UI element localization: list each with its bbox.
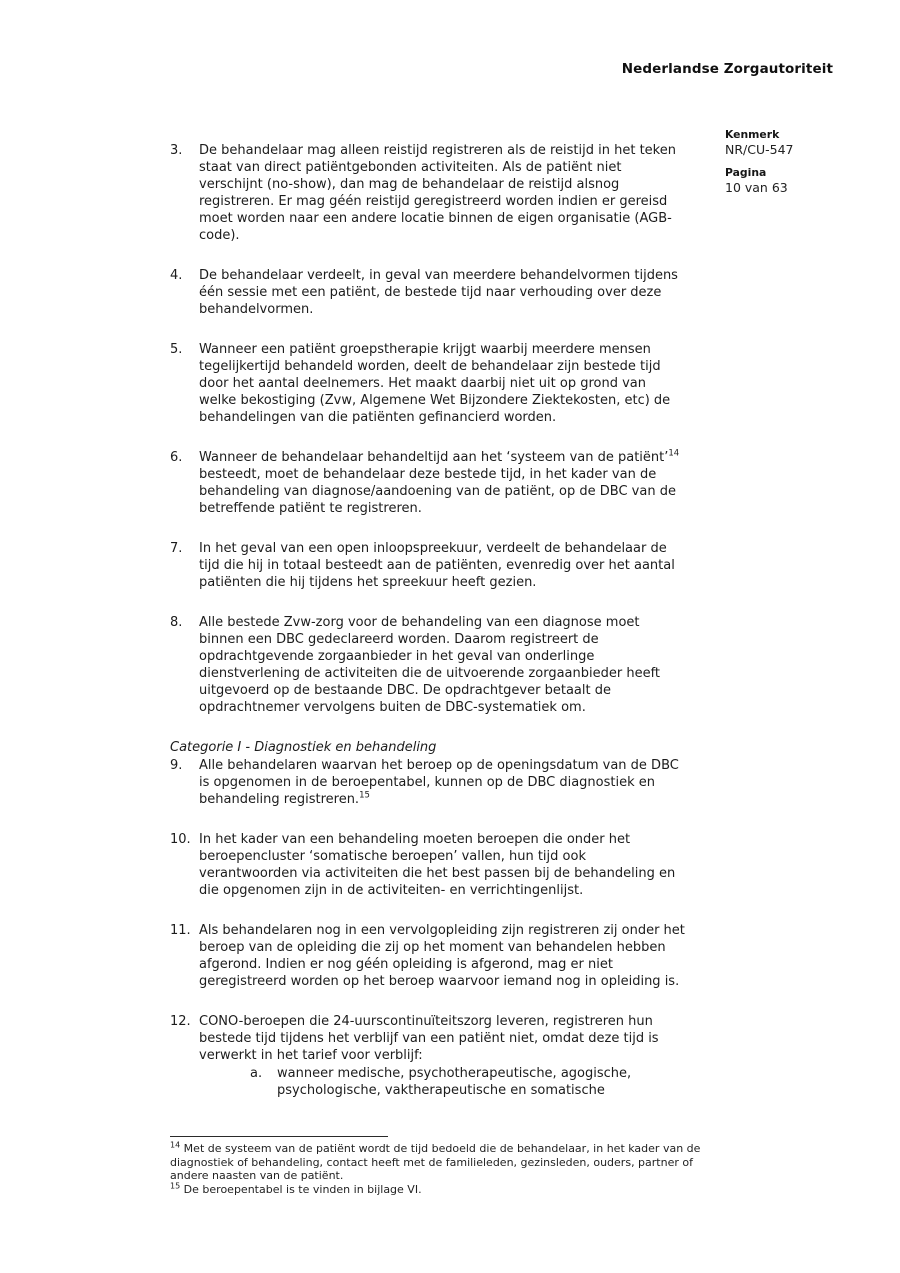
text-run: Als behandelaren nog in een vervolgopleiding zijn registreren zij onder het beroep van de opleiding die zij op het moment van behandelen hebben afgerond. Indien er nog géén opleiding is afgerond, mag er niet geregistreerd worden op het beroep waarvoor iemand nog in opleiding is. bbox=[199, 923, 685, 989]
footnote-separator bbox=[170, 1136, 388, 1137]
text-run: besteedt, moet de behandelaar deze bestede tijd, in het kader van de behandeling van diagnose/aandoening van de patiënt, op de DBC van de betreffende patiënt te registreren. bbox=[199, 467, 676, 516]
page-meta bbox=[725, 128, 875, 195]
text-run: Wanneer een patiënt groepstherapie krijgt waarbij meerdere mensen tegelijkertijd behandeld worden, deelt de behandelaar zijn bestede tijd door het aantal deelnemers. Het maakt daarbij niet uit op grond van welke bekostiging (Zvw, Algemene Wet Bijzondere Ziektekosten, etc) de behandelingen van die patiënten gefinancierd worden. bbox=[199, 342, 671, 425]
list-item-number: 7. bbox=[170, 541, 183, 556]
list-item-text bbox=[199, 341, 686, 426]
list-item-text bbox=[199, 1013, 686, 1064]
list-item-text bbox=[199, 142, 686, 244]
list-item bbox=[170, 540, 686, 591]
list-item bbox=[170, 341, 686, 426]
text-run: De behandelaar mag alleen reistijd registreren als de reistijd in het teken staat van direct patiëntgebonden activiteiten. Als de patiënt niet verschijnt (no-show), dan mag de behandelaar de reistijd alsnog registreren. Er mag géén reistijd geregistreerd worden indien er gereisd moet worden naar een andere locatie binnen de eigen organisatie (AGB-code). bbox=[199, 143, 676, 243]
category-heading bbox=[170, 739, 686, 756]
list-item-number: 5. bbox=[170, 342, 183, 357]
footnote-text: Met de systeem van de patiënt wordt de tijd bedoeld die de behandelaar, in het kader van de diagnostiek of behandeling, contact heeft met de familieleden, gezinsleden, ouders, partner of andere naasten van de patiënt. bbox=[170, 1142, 701, 1182]
text-run: Alle behandelaren waarvan het beroep op de openingsdatum van de DBC is opgenomen in de beroepentabel, kunnen op de DBC diagnostiek en behandeling registreren. bbox=[199, 758, 679, 807]
list-item-number: 9. bbox=[170, 758, 183, 773]
text-run: In het kader van een behandeling moeten beroepen die onder het beroepencluster ‘somatische beroepen’ vallen, hun tijd ook verantwoorden via activiteiten die het best passen bij de behandeling en die opgenomen zijn in de activiteiten- en verrichtingenlijst. bbox=[199, 832, 676, 898]
list-item-number: 4. bbox=[170, 268, 183, 283]
kenmerk-label: Kenmerk bbox=[725, 128, 780, 141]
brand-wordmark: Nederlandse Zorgautoriteit bbox=[621, 61, 833, 77]
list-item-text bbox=[199, 267, 686, 318]
text-run: In het geval van een open inloopspreekuur, verdeelt de behandelaar de tijd die hij in totaal besteedt aan de patiënten, evenredig over het aantal patiënten die hij tijdens het spreekuur heeft gezien. bbox=[199, 541, 675, 590]
list-item-number: 10. bbox=[170, 832, 191, 847]
text-run: Categorie I - Diagnostiek en behandeling bbox=[170, 740, 437, 755]
list-item-number: 12. bbox=[170, 1014, 191, 1029]
text-run: Wanneer de behandelaar behandeltijd aan het ‘systeem van de patiënt’ bbox=[199, 450, 669, 465]
footnotes bbox=[170, 1142, 713, 1196]
list-item-text bbox=[199, 757, 686, 808]
list-item-number: 6. bbox=[170, 450, 183, 465]
list-item bbox=[170, 922, 686, 990]
list-item-number: 11. bbox=[170, 923, 191, 938]
kenmerk-group bbox=[725, 128, 875, 157]
list-item bbox=[170, 267, 686, 318]
list-item-text bbox=[199, 614, 686, 716]
footnote-marker: 14 bbox=[170, 1140, 181, 1150]
text-run: CONO-beroepen die 24-uurscontinuïteitszorg leveren, registreren hun bestede tijd tijdens het verblijf van een patiënt niet, omdat deze tijd is verwerkt in het tarief voor verblijf: bbox=[199, 1014, 659, 1063]
list-item-number: a. bbox=[250, 1066, 263, 1081]
pagina-value: 10 van 63 bbox=[725, 180, 788, 195]
list-item bbox=[170, 831, 686, 899]
footnote-marker: 15 bbox=[170, 1180, 181, 1190]
footnote-ref: 14 bbox=[668, 448, 680, 459]
text-run: Alle bestede Zvw-zorg voor de behandeling van een diagnose moet binnen een DBC gedeclareerd worden. Daarom registreert de opdrachtgevende zorgaanbieder in het geval van onderlinge dienstverlening de activiteiten die de uitvoerende zorgaanbieder heeft uitgevoerd op de bestaande DBC. De opdrachtgever betaalt de opdrachtnemer vervolgens buiten de DBC-systematiek om. bbox=[199, 615, 661, 715]
content-blocks bbox=[170, 142, 686, 1099]
pagina-label: Pagina bbox=[725, 166, 767, 179]
list-item-number: 3. bbox=[170, 143, 183, 158]
list-item-text bbox=[199, 831, 686, 899]
footnote-section bbox=[170, 1136, 713, 1196]
list-item bbox=[170, 614, 686, 716]
list-item bbox=[170, 449, 686, 517]
list-item bbox=[170, 1013, 686, 1064]
footnote-ref: 15 bbox=[359, 790, 370, 801]
list-item-text bbox=[277, 1065, 686, 1099]
pagina-group bbox=[725, 166, 875, 195]
sub-list-item bbox=[170, 1065, 686, 1099]
list-item bbox=[170, 142, 686, 244]
footnote-text: De beroepentabel is te vinden in bijlage VI. bbox=[180, 1182, 422, 1196]
list-item-text bbox=[199, 540, 686, 591]
footnote bbox=[170, 1180, 713, 1197]
list-item-text bbox=[199, 449, 686, 517]
kenmerk-value: NR/CU-547 bbox=[725, 142, 794, 157]
text-run: De behandelaar verdeelt, in geval van meerdere behandelvormen tijdens één sessie met een patiënt, de bestede tijd naar verhouding over deze behandelvormen. bbox=[199, 268, 678, 317]
footnote bbox=[170, 1142, 713, 1183]
list-item bbox=[170, 757, 686, 808]
list-item-text bbox=[199, 922, 686, 990]
list-item-number: 8. bbox=[170, 615, 183, 630]
text-run: wanneer medische, psychotherapeutische, agogische, psychologische, vaktherapeutische en somatische bbox=[277, 1066, 632, 1098]
